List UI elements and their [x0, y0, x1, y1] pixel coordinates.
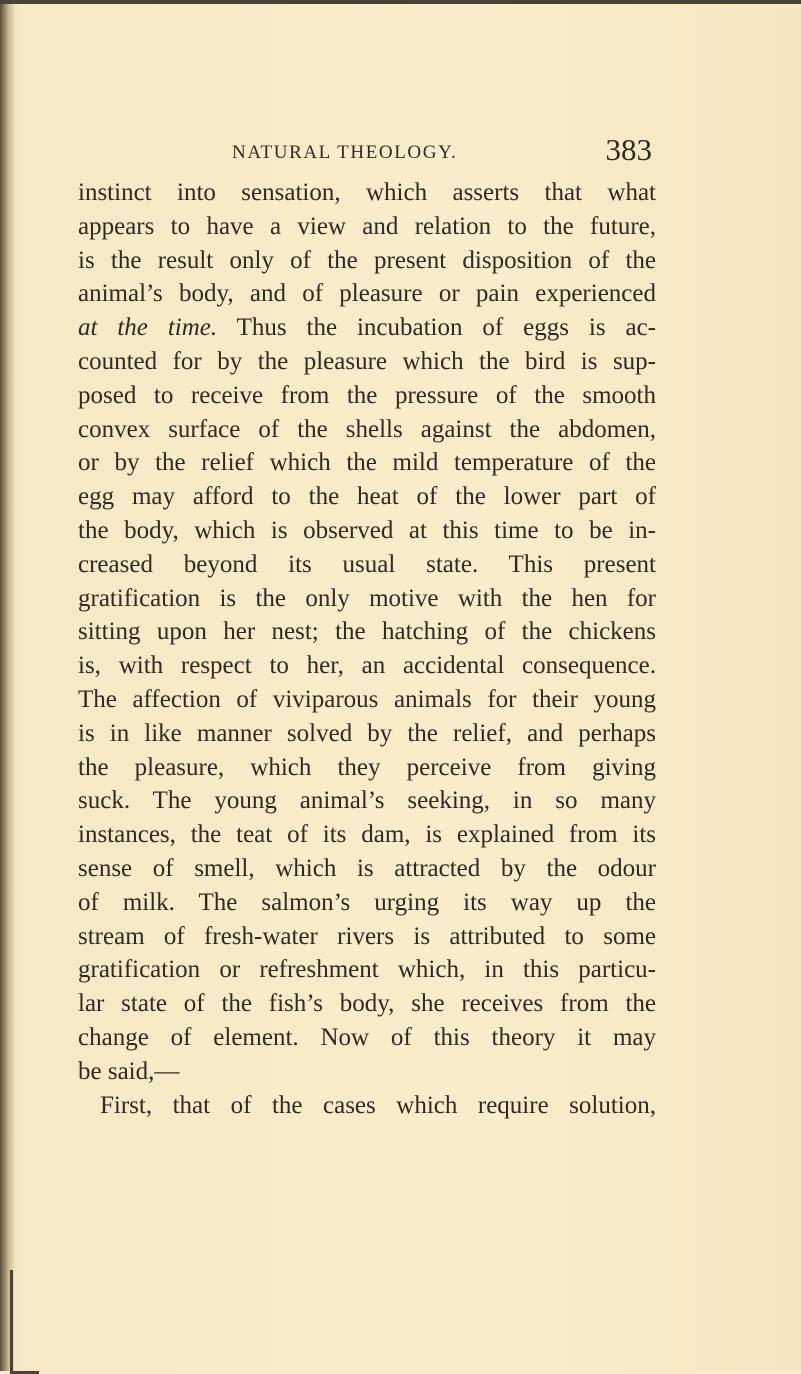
text-line: instinct into sensation, which asserts that what [78, 179, 656, 206]
text-line-rest: Thus the incubation of eggs is ac- [217, 314, 657, 342]
text-line: lar state of the fish’s body, she receives from the [78, 990, 656, 1018]
text-line: gratification is the only motive with the hen for [78, 584, 656, 612]
top-edge-rule [0, 0, 801, 4]
text-line: the body, which is observed at this time to be in- [78, 516, 656, 544]
text-line: creased beyond its usual state. This present [78, 550, 656, 578]
text-line: or by the relief which the mild temperature of the [78, 449, 656, 477]
text-line: The affection of viviparous animals for their young [78, 685, 656, 713]
italic-phrase: at the time. [78, 314, 218, 342]
text-line: First, that of the cases which require solution, [100, 1091, 656, 1119]
text-line: posed to receive from the pressure of the smooth [78, 381, 656, 409]
running-title: NATURAL THEOLOGY. [232, 142, 458, 163]
text-line: gratification or refreshment which, in this particu- [78, 956, 656, 984]
text-line: is, with respect to her, an accidental consequence. [78, 652, 656, 680]
body-text [78, 176, 656, 1122]
text-line: animal’s body, and of pleasure or pain experienced [78, 280, 656, 308]
text-line: of milk. The salmon’s urging its way up the [78, 888, 656, 916]
text-line [78, 311, 656, 345]
text-line: instances, the teat of its dam, is explained from its [78, 821, 656, 849]
text-line: sense of smell, which is attracted by the odour [78, 854, 656, 882]
running-head [232, 132, 652, 168]
binding-edge [0, 0, 14, 1371]
text-line: the pleasure, which they perceive from giving [78, 753, 656, 781]
text-line: appears to have a view and relation to the future, [78, 212, 656, 240]
text-line: stream of fresh-water rivers is attributed to some [78, 922, 656, 950]
text-line: be said,— [78, 1057, 180, 1085]
text-line: is in like manner solved by the relief, and perhaps [78, 719, 656, 747]
text-line: is the result only of the present disposition of the [78, 246, 656, 274]
text-line: change of element. Now of this theory it may [78, 1023, 656, 1051]
text-line: convex surface of the shells against the abdomen, [78, 415, 656, 443]
page-number: 383 [605, 132, 652, 167]
text-line: suck. The young animal’s seeking, in so many [78, 787, 656, 815]
text-line: egg may afford to the heat of the lower part of [78, 483, 656, 511]
page-corner-mark [10, 1270, 39, 1374]
text-line: counted for by the pleasure which the bird is sup- [78, 347, 656, 375]
text-line: sitting upon her nest; the hatching of the chickens [78, 618, 656, 646]
